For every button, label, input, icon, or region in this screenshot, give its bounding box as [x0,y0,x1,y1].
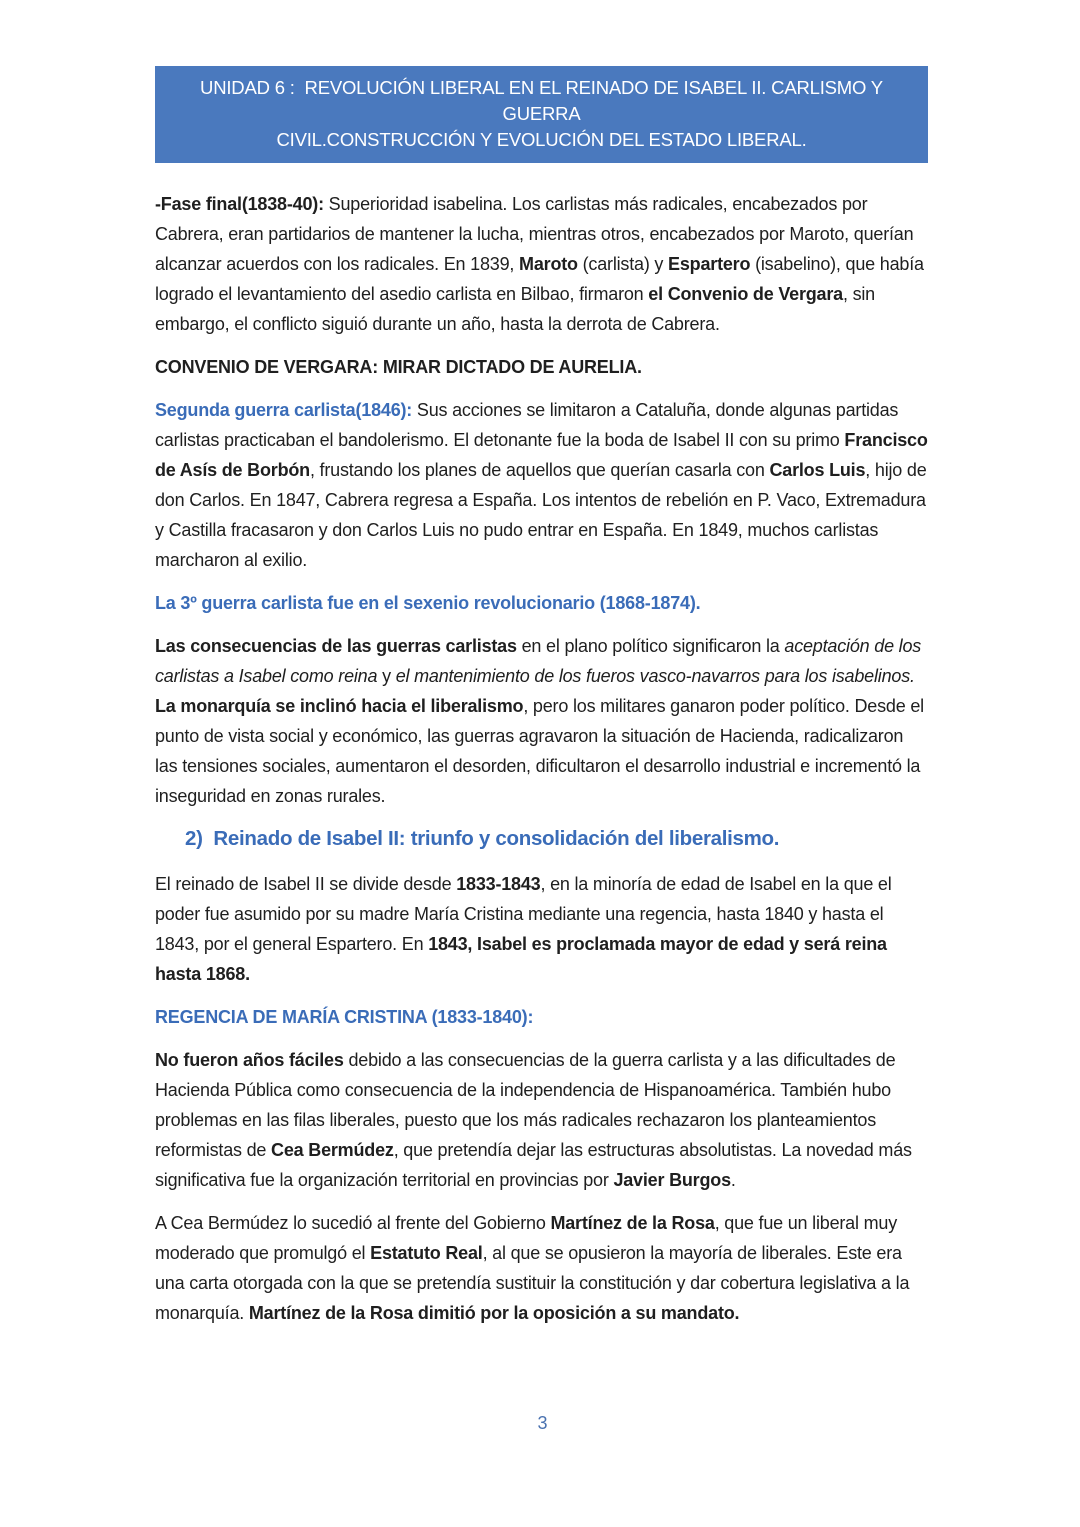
text-run: REGENCIA DE MARÍA CRISTINA (1833-1840): [155,1007,534,1027]
text-run: Las consecuencias de las guerras carlistas [155,636,517,656]
text-run: Martínez de la Rosa dimitió por la oposición a su mandato. [248,1303,740,1323]
text-run: Francisco de Asís de Borbón [155,430,928,480]
text-run: y [377,666,396,686]
text-run: aceptación de los carlistas a Isabel como reina [155,636,922,686]
text-run: , hijo de don Carlos. En 1847, Cabrera regresa a España. Los intentos de rebelión en P. Vaco, Extremadura y Castilla fracasaron y don Carlos Luis no pudo entrar en España. En 1849, muchos carlistas marcharon al exilio. [155,460,927,570]
unit-title-line2: CIVIL.CONSTRUCCIÓN Y EVOLUCIÓN DEL ESTADO LIBERAL. [276,129,807,150]
text-run: -Fase final(1838-40): [155,194,329,214]
unit-title-line1: UNIDAD 6 : REVOLUCIÓN LIBERAL EN EL REINADO DE ISABEL II. CARLISMO Y GUERRA [200,77,883,124]
text-run: el Convenio de Vergara [648,284,843,304]
paragraph-consecuencias-guerras [155,631,930,811]
text-run: Superioridad isabelina. Los carlistas más radicales, encabezados por Cabrera, eran partidarios de mantener la lucha, mientras otros, encabezados por Maroto, querían alcanzar acuerdos con los radicales. En 1839, [155,194,914,274]
text-run: La 3º guerra carlista fue en el sexenio revolucionario (1868-1874). [155,593,701,613]
text-run: debido a las consecuencias de la guerra carlista y a las dificultades de Hacienda Pública como consecuencia de la independencia de Hispanoamérica. También hubo problemas en las filas liberales, puesto que los más radicales rechazaron los planteamientos reformistas de [155,1050,896,1160]
document-body [155,189,930,1328]
text-run: (isabelino), que había logrado el levantamiento del asedio carlista en Bilbao, firmaron [155,254,924,304]
paragraph-regencia [155,1045,930,1195]
text-run: (carlista) y [577,254,669,274]
text-run: , que pretendía dejar las estructuras absolutistas. La novedad más significativa fue la organización territorial en provincias por [155,1140,912,1190]
text-run: 1833-1843 [456,874,541,894]
paragraph-martinez-de-la-rosa [155,1208,930,1328]
text-run: , en la minoría de edad de Isabel en la que el poder fue asumido por su madre María Cristina mediante una regencia, hasta 1840 y hasta el 1843, por el general Espartero. En [155,874,892,954]
heading-tercera-guerra-carlista [155,588,930,618]
heading-regencia-maria-cristina [155,1002,930,1032]
text-run: , sin embargo, el conflicto siguió durante un año, hasta la derrota de Cabrera. [155,284,875,334]
text-run: 2) Reinado de Isabel II: triunfo y consolidación del liberalismo. [185,827,780,850]
text-run: CONVENIO DE VERGARA: MIRAR DICTADO DE AURELIA. [155,357,642,377]
text-run: Maroto [519,254,578,274]
text-run: , frustando los planes de aquellos que querían casarla con [309,460,770,480]
text-run: Espartero [668,254,751,274]
text-run: Carlos Luis [769,460,866,480]
paragraph-segunda-guerra-carlista [155,395,930,575]
text-run: el mantenimiento de los fueros vasco-navarros para los isabelinos. [395,666,915,686]
unit-title-banner [155,66,928,163]
text-run: Martínez de la Rosa [550,1213,715,1233]
section-heading-reinado-isabel [155,824,930,854]
text-run: Cea Bermúdez [271,1140,394,1160]
text-run: en el plano político significaron la [516,636,785,656]
text-run: El reinado de Isabel II se divide desde [155,874,457,894]
text-run: No fueron años fáciles [155,1050,344,1070]
text-run: , que fue un liberal muy moderado que promulgó el [155,1213,897,1263]
text-run: Estatuto Real [370,1243,483,1263]
heading-convenio-vergara [155,352,930,382]
paragraph-fase-final [155,189,930,339]
text-run: 1843, Isabel es proclamada mayor de edad y será reina hasta 1868. [155,934,887,984]
paragraph-reinado-division [155,869,930,989]
text-run: Segunda guerra carlista(1846): [155,400,417,420]
text-run: . [730,1170,736,1190]
text-run: Javier Burgos [613,1170,731,1190]
text-run: , al que se opusieron la mayoría de liberales. Este era una carta otorgada con la que se pretendía sustituir la constitución y dar cobertura legislativa a la monarquía. [155,1243,910,1323]
page-number: 3 [537,1413,548,1433]
text-run: A Cea Bermúdez lo sucedió al frente del Gobierno [155,1213,551,1233]
text-run: Sus acciones se limitaron a Cataluña, donde algunas partidas carlistas practicaban el bandolerismo. El detonante fue la boda de Isabel II con su primo [155,400,899,450]
text-run: La monarquía se inclinó hacia el liberalismo [155,696,524,716]
text-run: , pero los militares ganaron poder político. Desde el punto de vista social y económico, las guerras agravaron la situación de Hacienda, radicalizaron las tensiones sociales, aumentaron el desorden, dificultaron el desarrollo industrial e incrementó la inseguridad en zonas rurales. [155,696,924,806]
